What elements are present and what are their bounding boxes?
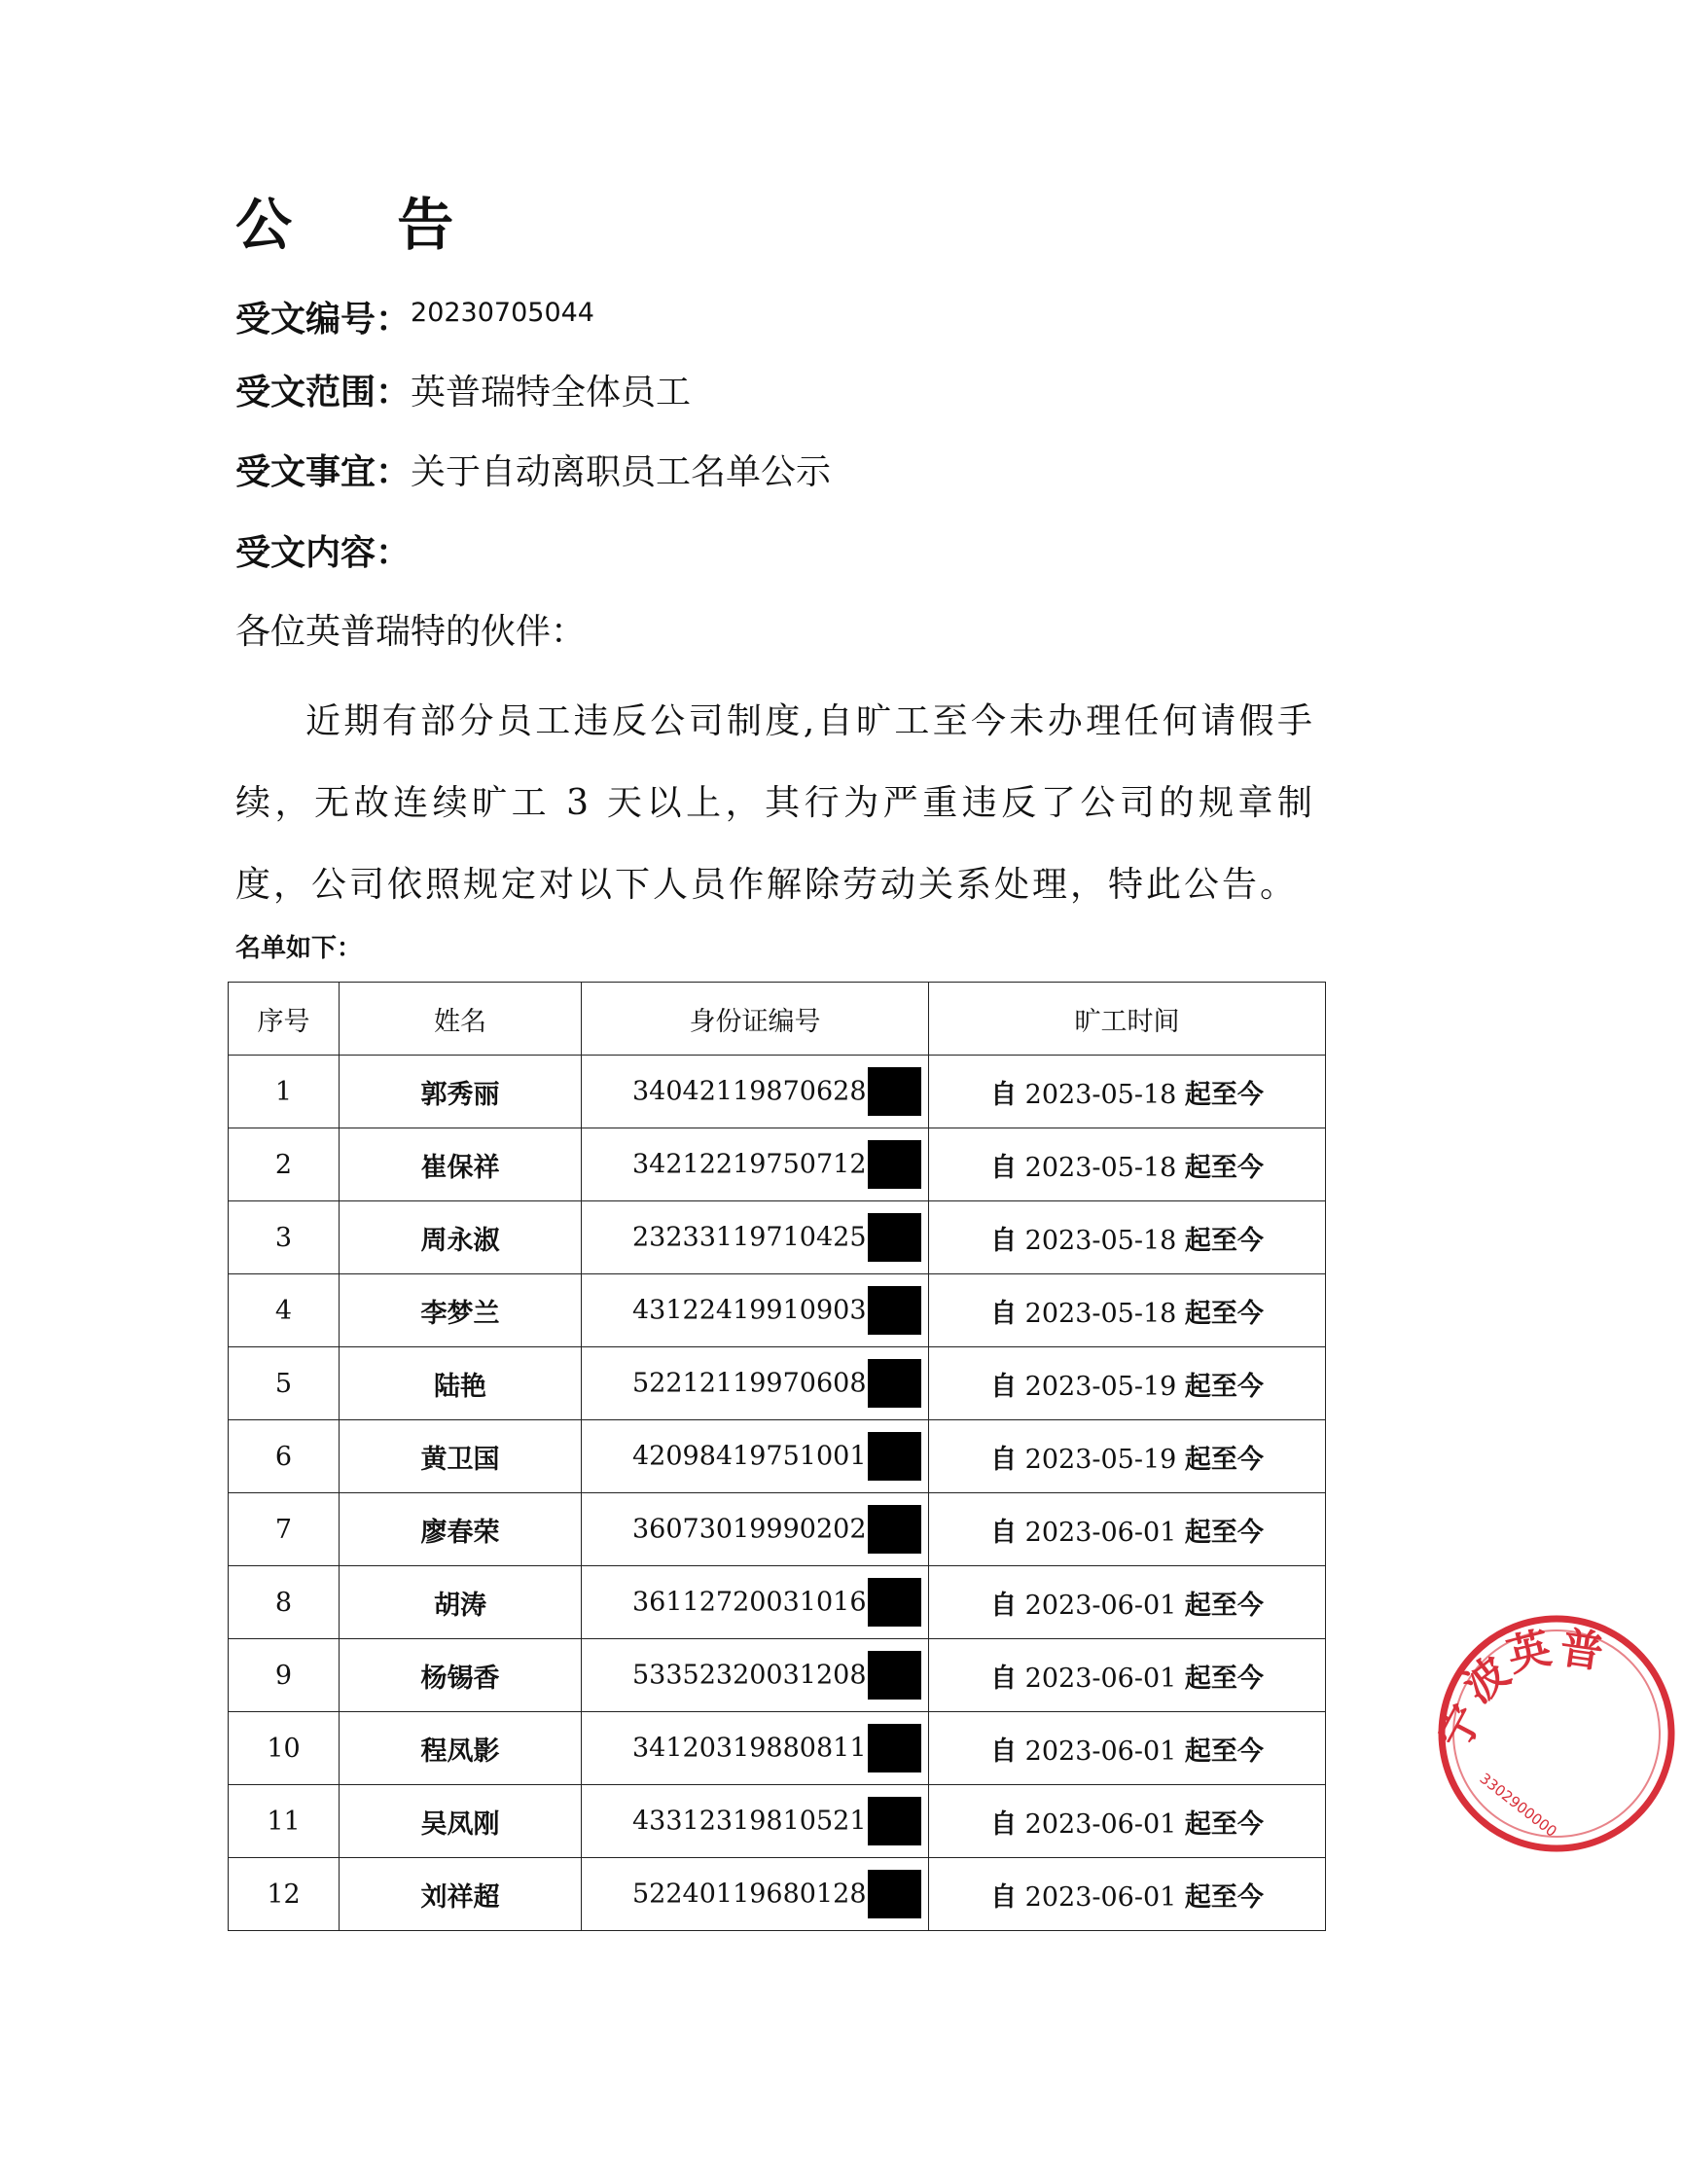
row-period-prefix: 自 bbox=[990, 1444, 1018, 1475]
table-header-row bbox=[229, 983, 1326, 1056]
row-id-number: 43122419910903 bbox=[632, 1295, 867, 1326]
table-row bbox=[229, 1639, 1326, 1712]
row-number: 5 bbox=[229, 1347, 340, 1420]
table-row bbox=[229, 1056, 1326, 1128]
row-period-date: 2023-06-01 bbox=[1024, 1590, 1177, 1621]
row-id-cell bbox=[582, 1785, 929, 1858]
row-period-date: 2023-05-19 bbox=[1024, 1371, 1177, 1402]
row-period bbox=[929, 1128, 1326, 1201]
row-name: 陆艳 bbox=[340, 1347, 582, 1420]
row-period-prefix: 自 bbox=[990, 1736, 1018, 1767]
row-period-suffix: 起至今 bbox=[1184, 1590, 1264, 1621]
row-period-prefix: 自 bbox=[990, 1663, 1018, 1694]
row-period-suffix: 起至今 bbox=[1184, 1298, 1264, 1329]
svg-text:英: 英 bbox=[1502, 1623, 1557, 1682]
redaction-block bbox=[868, 1140, 921, 1189]
row-period-prefix: 自 bbox=[990, 1590, 1018, 1621]
row-id-number: 43312319810521 bbox=[632, 1806, 867, 1837]
redaction-block bbox=[868, 1724, 921, 1772]
row-id-number: 53352320031208 bbox=[632, 1660, 867, 1691]
redaction-block bbox=[868, 1067, 921, 1116]
svg-text:3302900000: 3302900000 bbox=[1476, 1769, 1560, 1841]
header-name: 姓名 bbox=[340, 983, 582, 1056]
row-period-suffix: 起至今 bbox=[1184, 1225, 1264, 1256]
table-row bbox=[229, 1566, 1326, 1639]
row-name: 吴凤刚 bbox=[340, 1785, 582, 1858]
redaction-block bbox=[868, 1578, 921, 1627]
doc-number-label: 受文编号： bbox=[235, 300, 412, 340]
row-period bbox=[929, 1785, 1326, 1858]
scope-field bbox=[235, 369, 691, 417]
subject-field bbox=[235, 448, 831, 497]
header-number: 序号 bbox=[229, 983, 340, 1056]
row-number: 6 bbox=[229, 1420, 340, 1493]
row-number: 2 bbox=[229, 1128, 340, 1201]
row-period-prefix: 自 bbox=[990, 1079, 1018, 1110]
row-period bbox=[929, 1347, 1326, 1420]
greeting: 各位英普瑞特的伙伴： bbox=[235, 612, 587, 652]
row-number: 4 bbox=[229, 1274, 340, 1347]
row-id-number: 34120319880811 bbox=[632, 1733, 867, 1764]
row-id-cell bbox=[582, 1128, 929, 1201]
row-id-cell bbox=[582, 1493, 929, 1566]
row-period-suffix: 起至今 bbox=[1184, 1736, 1264, 1767]
row-id-cell bbox=[582, 1201, 929, 1274]
row-name: 廖春荣 bbox=[340, 1493, 582, 1566]
row-period bbox=[929, 1201, 1326, 1274]
row-id-cell bbox=[582, 1566, 929, 1639]
table-row bbox=[229, 1858, 1326, 1931]
row-period bbox=[929, 1274, 1326, 1347]
row-period-prefix: 自 bbox=[990, 1517, 1018, 1548]
row-period-suffix: 起至今 bbox=[1184, 1517, 1264, 1548]
row-period bbox=[929, 1056, 1326, 1128]
row-period-date: 2023-06-01 bbox=[1024, 1517, 1177, 1548]
row-number: 12 bbox=[229, 1858, 340, 1931]
row-id-number: 34212219750712 bbox=[632, 1149, 867, 1180]
redaction-block bbox=[868, 1432, 921, 1481]
row-id-cell bbox=[582, 1639, 929, 1712]
row-name: 李梦兰 bbox=[340, 1274, 582, 1347]
doc-number-field bbox=[235, 289, 594, 338]
row-period-suffix: 起至今 bbox=[1184, 1079, 1264, 1110]
row-id-number: 36073019990202 bbox=[632, 1514, 867, 1545]
row-id-number: 52240119680128 bbox=[632, 1879, 867, 1910]
row-period-prefix: 自 bbox=[990, 1808, 1018, 1840]
row-id-number: 34042119870628 bbox=[632, 1076, 867, 1107]
redaction-block bbox=[868, 1870, 921, 1918]
row-name: 黄卫国 bbox=[340, 1420, 582, 1493]
row-period-suffix: 起至今 bbox=[1184, 1663, 1264, 1694]
row-period-prefix: 自 bbox=[990, 1371, 1018, 1402]
header-period: 旷工时间 bbox=[929, 983, 1326, 1056]
row-period-suffix: 起至今 bbox=[1184, 1371, 1264, 1402]
row-period-prefix: 自 bbox=[990, 1152, 1018, 1183]
row-name: 崔保祥 bbox=[340, 1128, 582, 1201]
row-period-prefix: 自 bbox=[990, 1225, 1018, 1256]
row-period bbox=[929, 1858, 1326, 1931]
row-id-cell bbox=[582, 1712, 929, 1785]
redaction-block bbox=[868, 1505, 921, 1554]
table-row bbox=[229, 1347, 1326, 1420]
row-name: 周永淑 bbox=[340, 1201, 582, 1274]
row-period-date: 2023-05-18 bbox=[1024, 1225, 1177, 1256]
table-row bbox=[229, 1201, 1326, 1274]
row-name: 郭秀丽 bbox=[340, 1056, 582, 1128]
table-row bbox=[229, 1493, 1326, 1566]
row-name: 胡涛 bbox=[340, 1566, 582, 1639]
row-period-date: 2023-06-01 bbox=[1024, 1881, 1177, 1913]
page-title: 公 告 bbox=[235, 192, 497, 258]
row-period bbox=[929, 1566, 1326, 1639]
row-period-date: 2023-06-01 bbox=[1024, 1663, 1177, 1694]
row-number: 1 bbox=[229, 1056, 340, 1128]
row-period-date: 2023-05-18 bbox=[1024, 1298, 1177, 1329]
row-name: 程凤影 bbox=[340, 1712, 582, 1785]
svg-text:宁: 宁 bbox=[1428, 1697, 1493, 1759]
redaction-block bbox=[868, 1359, 921, 1408]
row-number: 11 bbox=[229, 1785, 340, 1858]
content-field bbox=[235, 529, 411, 578]
row-id-cell bbox=[582, 1420, 929, 1493]
row-period-prefix: 自 bbox=[990, 1298, 1018, 1329]
row-id-cell bbox=[582, 1858, 929, 1931]
row-name: 刘祥超 bbox=[340, 1858, 582, 1931]
table-row bbox=[229, 1128, 1326, 1201]
subject-value: 关于自动离职员工名单公示 bbox=[411, 452, 832, 492]
row-number: 9 bbox=[229, 1639, 340, 1712]
table-row bbox=[229, 1274, 1326, 1347]
header-id: 身份证编号 bbox=[582, 983, 929, 1056]
row-period-suffix: 起至今 bbox=[1184, 1881, 1264, 1913]
row-id-cell bbox=[582, 1274, 929, 1347]
scope-value: 英普瑞特全体员工 bbox=[411, 373, 692, 412]
row-period-suffix: 起至今 bbox=[1184, 1808, 1264, 1840]
row-period-date: 2023-06-01 bbox=[1024, 1808, 1177, 1840]
row-period-date: 2023-05-19 bbox=[1024, 1444, 1177, 1475]
row-number: 7 bbox=[229, 1493, 340, 1566]
row-period bbox=[929, 1420, 1326, 1493]
row-period-date: 2023-05-18 bbox=[1024, 1079, 1177, 1110]
row-number: 10 bbox=[229, 1712, 340, 1785]
row-id-number: 52212119970608 bbox=[632, 1368, 867, 1399]
svg-text:普: 普 bbox=[1557, 1623, 1607, 1679]
employee-table bbox=[228, 982, 1326, 1931]
row-period bbox=[929, 1712, 1326, 1785]
row-period-suffix: 起至今 bbox=[1184, 1444, 1264, 1475]
table-row bbox=[229, 1420, 1326, 1493]
row-number: 3 bbox=[229, 1201, 340, 1274]
row-period bbox=[929, 1493, 1326, 1566]
doc-number-value: 20230705044 bbox=[411, 298, 594, 328]
row-number: 8 bbox=[229, 1566, 340, 1639]
row-id-cell bbox=[582, 1347, 929, 1420]
row-id-number: 23233119710425 bbox=[632, 1222, 867, 1253]
svg-text:波: 波 bbox=[1454, 1647, 1520, 1713]
subject-label: 受文事宜： bbox=[235, 452, 412, 492]
row-period-date: 2023-05-18 bbox=[1024, 1152, 1177, 1183]
scope-label: 受文范围： bbox=[235, 373, 412, 412]
redaction-block bbox=[868, 1797, 921, 1845]
redaction-block bbox=[868, 1213, 921, 1262]
table-row bbox=[229, 1712, 1326, 1785]
row-period-date: 2023-06-01 bbox=[1024, 1736, 1177, 1767]
row-period-prefix: 自 bbox=[990, 1881, 1018, 1913]
row-id-cell bbox=[582, 1056, 929, 1128]
notice-body: 近期有部分员工违反公司制度,自旷工至今未办理任何请假手续，无故连续旷工 3 天以上，其行为严重违反了公司的规章制度，公司依照规定对以下人员作解除劳动关系处理，特此公告。 bbox=[235, 701, 1315, 905]
row-period-suffix: 起至今 bbox=[1184, 1152, 1264, 1183]
list-title: 名单如下： bbox=[235, 934, 363, 963]
table-body bbox=[229, 1056, 1326, 1931]
row-name: 杨锡香 bbox=[340, 1639, 582, 1712]
row-id-number: 42098419751001 bbox=[632, 1441, 867, 1472]
row-period bbox=[929, 1639, 1326, 1712]
redaction-block bbox=[868, 1286, 921, 1335]
content-label: 受文内容： bbox=[235, 533, 412, 573]
redaction-block bbox=[868, 1651, 921, 1700]
row-id-number: 36112720031016 bbox=[632, 1587, 867, 1618]
company-seal bbox=[1430, 1607, 1683, 1860]
table-row bbox=[229, 1785, 1326, 1858]
